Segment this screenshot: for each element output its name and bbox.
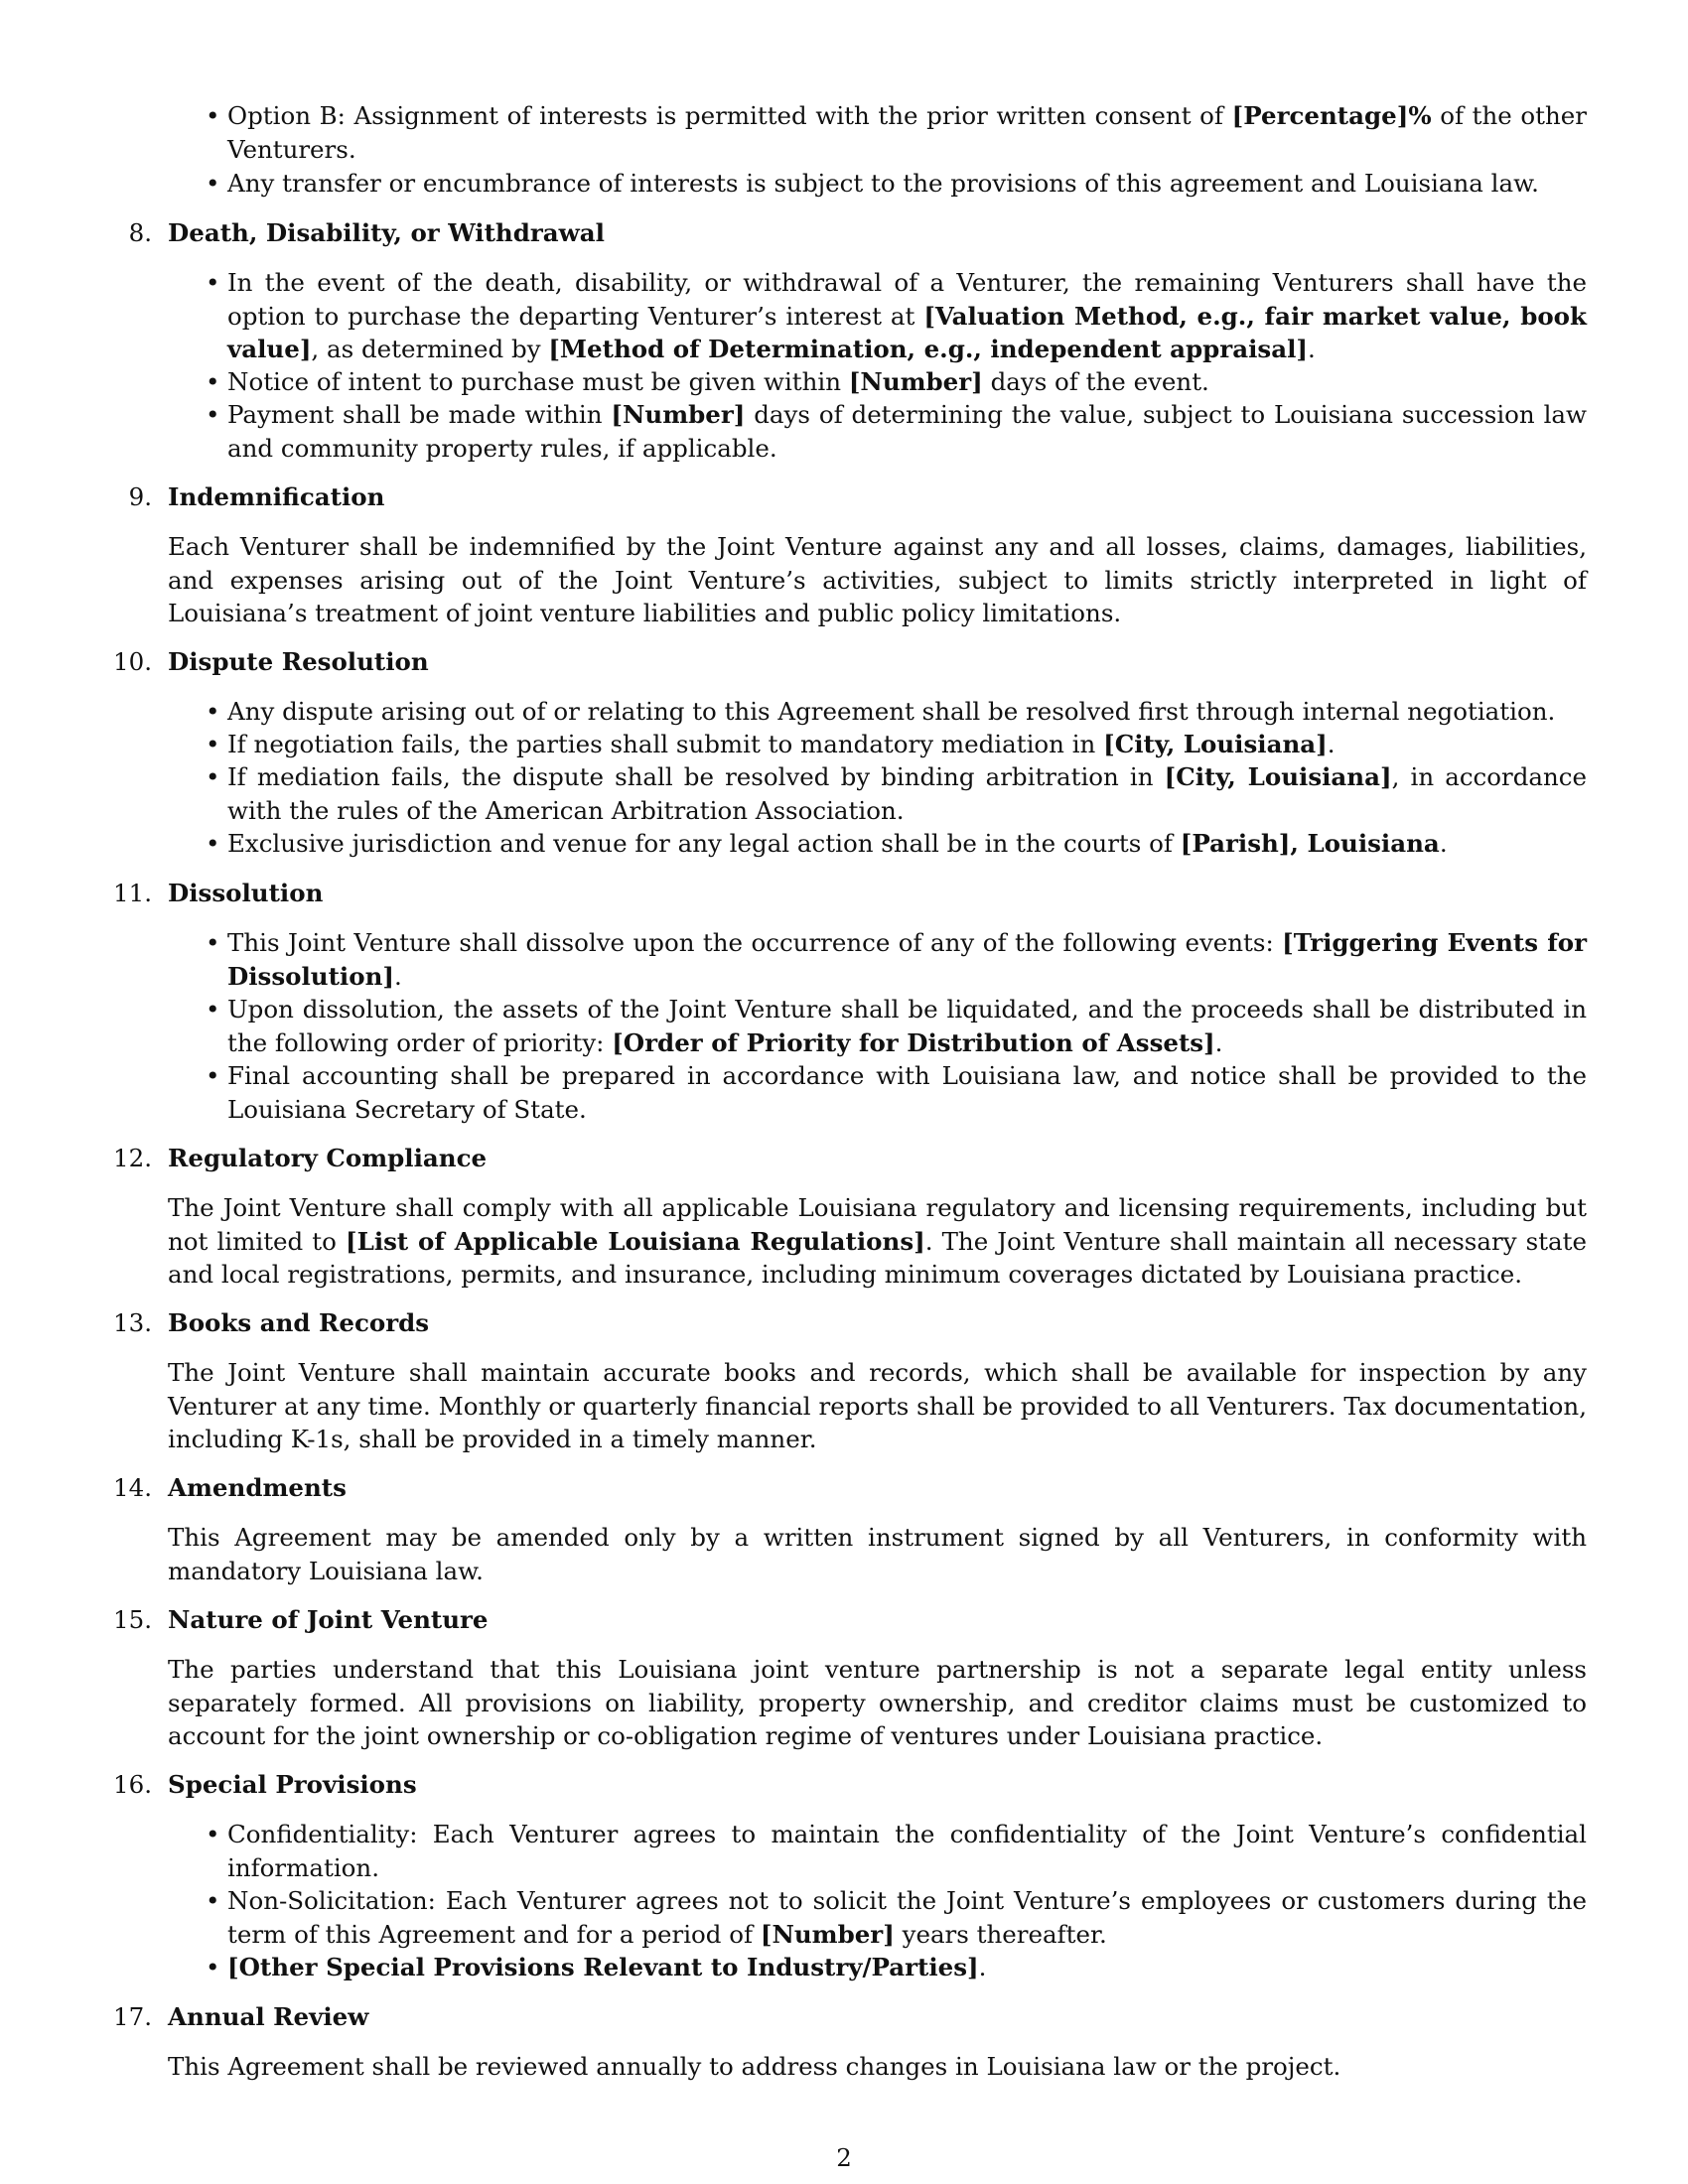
section-heading: Regulatory Compliance xyxy=(168,1144,488,1172)
list-item: • Final accounting shall be prepared in accordance with Louisiana law, and notice shall be provided to the Louisiana Secretary of State. xyxy=(227,1059,1587,1126)
list-item: • [Other Special Provisions Relevant to Industry/Parties]. xyxy=(227,1951,1587,1984)
section-paragraph: This Agreement shall be reviewed annually to address changes in Louisiana law or the project. xyxy=(168,2052,1341,2081)
list-item: • Payment shall be made within [Number] days of determining the value, subject to Louisiana succession law and community property rules, if applicable. xyxy=(227,398,1587,465)
section-heading: Dissolution xyxy=(168,879,324,907)
list-item: • This Joint Venture shall dissolve upon the occurrence of any of the following events: [Triggering Events for Dissolution]. xyxy=(227,926,1587,993)
list-item: • Exclusive jurisdiction and venue for any legal action shall be in the courts of [Parish], Louisiana. xyxy=(227,827,1587,861)
section-number: 9. xyxy=(128,482,152,511)
section-paragraph: The Joint Venture shall comply with all applicable Louisiana regulatory and licensing requirements, including but not limited to [List of Applicable Louisiana Regulations]. The Joint Venture shall maintain all necessary state and local registrations, permits, and insurance, including minimum coverages dictated by Louisiana practice. xyxy=(168,1193,1587,1289)
section-number: 14. xyxy=(113,1473,152,1502)
section-heading: Special Provisions xyxy=(168,1770,417,1799)
list-item: • Non-Solicitation: Each Venturer agrees not to solicit the Joint Venture’s employees or customers during the term of this Agreement and for a period of [Number] years thereafter. xyxy=(227,1884,1587,1951)
section-heading: Death, Disability, or Withdrawal xyxy=(168,218,605,247)
section-heading: Indemnification xyxy=(168,482,385,511)
section-paragraph: Each Venturer shall be indemnified by the Joint Venture against any and all losses, claims, damages, liabilities, and expenses arising out of the Joint Venture’s activities, subject to limits strictly interpreted in light of Louisiana’s treatment of joint venture liabilities and public policy limitations. xyxy=(168,532,1587,627)
list-item: • Notice of intent to purchase must be given within [Number] days of the event. xyxy=(227,365,1587,399)
section-paragraph: The Joint Venture shall maintain accurate books and records, which shall be available for inspection by any Venturer at any time. Monthly or quarterly financial reports shall be provided to all Venturers. Tax documentation, including K-1s, shall be provided in a timely manner. xyxy=(168,1358,1587,1453)
section-number: 16. xyxy=(113,1770,152,1799)
section-number: 12. xyxy=(113,1144,152,1172)
section-number: 10. xyxy=(113,647,152,676)
section-heading: Nature of Joint Venture xyxy=(168,1605,489,1634)
section-heading: Dispute Resolution xyxy=(168,647,429,676)
section-number: 15. xyxy=(113,1605,152,1634)
list-item: • In the event of the death, disability, or withdrawal of a Venturer, the remaining Venturers shall have the option to purchase the departing Venturer’s interest at [Valuation Method, e.g., fair market value, book value], as determined by [Method of Determination, e.g., independent appraisal]. xyxy=(227,266,1587,366)
list-item: • Confidentiality: Each Venturer agrees to maintain the confidentiality of the Joint Venture’s confidential information. xyxy=(227,1818,1587,1884)
section-number: 11. xyxy=(113,879,152,907)
section-heading: Amendments xyxy=(168,1473,347,1502)
list-item: • Any transfer or encumbrance of interests is subject to the provisions of this agreement and Louisiana law. xyxy=(227,167,1587,201)
section-number: 17. xyxy=(113,2002,152,2031)
section-number: 8. xyxy=(128,218,152,247)
section-paragraph: The parties understand that this Louisiana joint venture partnership is not a separate legal entity unless separately formed. All provisions on liability, property ownership, and creditor claims must be customized to account for the joint ownership or co-obligation regime of ventures under Louisiana practice. xyxy=(168,1655,1587,1750)
list-item: • Any dispute arising out of or relating to this Agreement shall be resolved first through internal negotiation. xyxy=(227,695,1587,729)
list-item: • If mediation fails, the dispute shall be resolved by binding arbitration in [City, Louisiana], in accordance with the rules of the American Arbitration Association. xyxy=(227,760,1587,827)
list-item: • Option B: Assignment of interests is permitted with the prior written consent of [Percentage]% of the other Venturers. xyxy=(227,99,1587,166)
section-number: 13. xyxy=(113,1308,152,1337)
list-item: • If negotiation fails, the parties shall submit to mandatory mediation in [City, Louisiana]. xyxy=(227,728,1587,761)
section-heading: Annual Review xyxy=(168,2002,369,2031)
page-number: 2 xyxy=(836,2143,852,2172)
section-heading: Books and Records xyxy=(168,1308,430,1337)
list-item: • Upon dissolution, the assets of the Joint Venture shall be liquidated, and the proceeds shall be distributed in the following order of priority: [Order of Priority for Distribution of Assets]. xyxy=(227,993,1587,1059)
section-paragraph: This Agreement may be amended only by a written instrument signed by all Venturers, in conformity with mandatory Louisiana law. xyxy=(168,1523,1587,1585)
